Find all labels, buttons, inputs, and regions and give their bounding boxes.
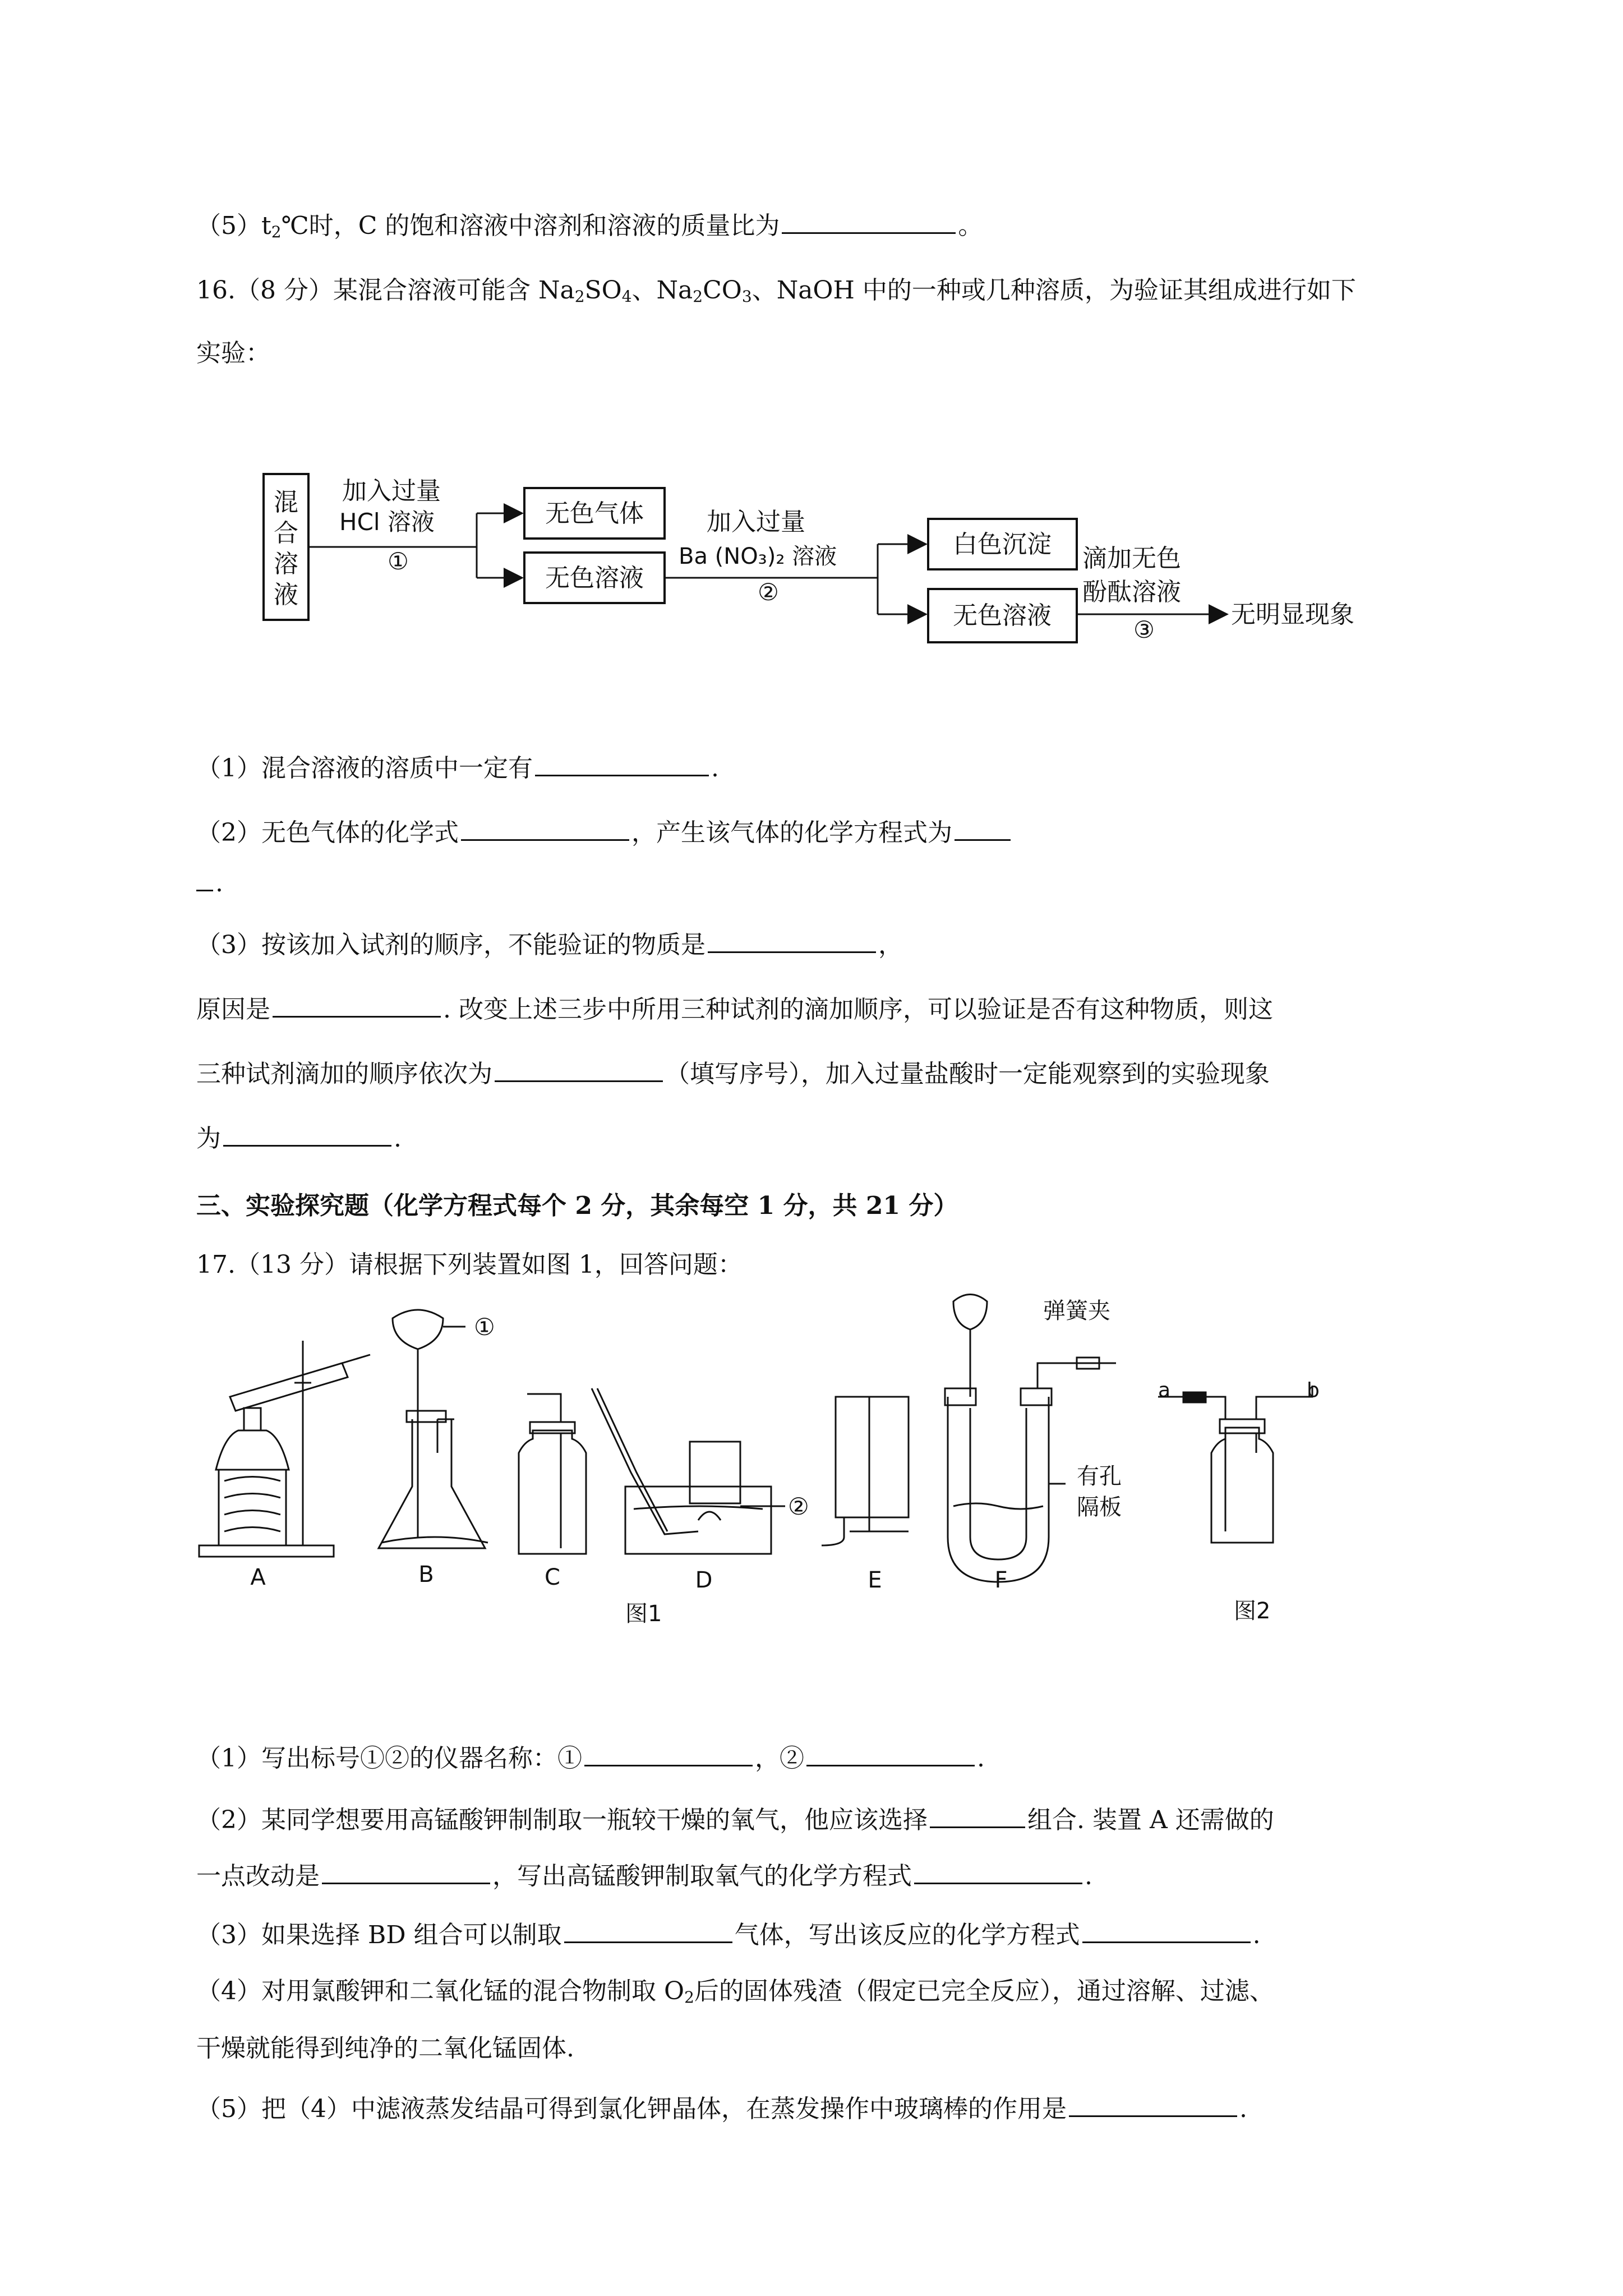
marker-2: ② <box>788 1493 809 1520</box>
punct: . <box>1239 2095 1247 2123</box>
q16-part3-text-3: . 改变上述三步中所用三种试剂的滴加顺序，可以验证是否有这种物质，则这 <box>443 995 1273 1024</box>
figure-1-caption: 图1 <box>625 1601 662 1627</box>
punct: 。 <box>958 211 983 240</box>
q16-part2-text-2: ，产生该气体的化学方程式为 <box>631 818 952 847</box>
answer-blank[interactable] <box>564 1916 732 1943</box>
figure-label-a: A <box>250 1565 266 1590</box>
q16-flowchart <box>252 457 1402 659</box>
q16-part3 <box>196 926 903 962</box>
flow-result-label: 无明显现象 <box>1231 600 1354 629</box>
figure-label-e: E <box>868 1567 882 1593</box>
figure-label-c: C <box>545 1565 560 1590</box>
q16-part3-text-5: （填写序号），加入过量盐酸时一定能观察到的实验现象 <box>665 1060 1270 1088</box>
q17-part2-text-3: 一点改动是 <box>196 1862 320 1890</box>
q17-part4-line2 <box>196 2032 574 2065</box>
flow-step3-reagent-b: 酚酞溶液 <box>1082 578 1181 606</box>
answer-blank[interactable] <box>223 1119 391 1147</box>
apparatus-f <box>945 1295 1116 1582</box>
figure-2-caption: 图2 <box>1234 1598 1271 1624</box>
q16-intro-text-2: 、NaOH 中的一种或几种溶质，为验证其组成进行如下 <box>751 276 1356 305</box>
subscript: 2 <box>693 287 703 306</box>
flow-start-char: 溶 <box>274 550 298 578</box>
plate-label-2: 隔板 <box>1077 1494 1122 1520</box>
formula-part: SO <box>584 276 622 305</box>
figure-label-f: F <box>994 1567 1008 1593</box>
flow-precipitate-label: 白色沉淀 <box>953 530 1052 559</box>
flow-start-char: 合 <box>274 519 298 547</box>
q16-intro-text-3: 实验： <box>196 339 270 367</box>
answer-blank[interactable] <box>782 206 956 234</box>
q15-part5-text: （5）t <box>196 211 271 240</box>
q16-part3-text-2: 原因是 <box>196 995 270 1024</box>
punct: . <box>1085 1862 1092 1890</box>
figure-label-b: B <box>418 1562 434 1588</box>
q16-part2-continued <box>196 864 223 900</box>
q17-part4 <box>196 1975 1274 2014</box>
q16-part2 <box>196 813 1013 850</box>
subscript: 2 <box>574 287 585 306</box>
flow-step1-reagent: 加入过量 <box>342 477 441 505</box>
figure-label-d: D <box>695 1567 713 1593</box>
q17-part2-line2 <box>196 1857 1092 1893</box>
q17-part3 <box>196 1916 1261 1952</box>
q17-part2-text-4: ，写出高锰酸钾制取氧气的化学方程式 <box>492 1862 912 1890</box>
apparatus-fig2 <box>1158 1386 1312 1543</box>
answer-blank[interactable] <box>461 813 629 841</box>
answer-blank[interactable] <box>930 1801 1025 1828</box>
flow-step3-reagent: 滴加无色 <box>1082 544 1181 573</box>
port-b-label: b <box>1307 1379 1320 1402</box>
apparatus-d <box>592 1388 785 1554</box>
answer-blank[interactable] <box>273 990 441 1018</box>
q15-part5 <box>196 206 983 249</box>
q16-part1 <box>196 749 719 785</box>
plate-label: 有孔 <box>1077 1464 1122 1489</box>
q17-part1-text-2: ，② <box>755 1744 804 1773</box>
subscript: 2 <box>684 1988 694 2007</box>
answer-blank[interactable] <box>914 1857 1082 1884</box>
flow-step2-reagent-b: Ba (NO₃)₂ 溶液 <box>679 544 837 569</box>
q16-intro-text: 16.（8 分）某混合溶液可能含 Na <box>196 276 575 305</box>
flow-step3-number: ③ <box>1133 616 1155 643</box>
q16-part3-line3 <box>196 1055 1270 1091</box>
q16-part3-text-4: 三种试剂滴加的顺序依次为 <box>196 1060 492 1088</box>
marker-1: ① <box>474 1313 495 1341</box>
punct: . <box>215 869 223 898</box>
punct: ， <box>878 931 903 959</box>
apparatus-b <box>379 1310 488 1548</box>
q17-part5 <box>196 2090 1247 2126</box>
answer-blank[interactable] <box>196 864 213 891</box>
answer-blank[interactable] <box>1069 2090 1237 2117</box>
flow-step2-reagent: 加入过量 <box>707 508 805 536</box>
formula-part: 、Na <box>631 276 693 305</box>
formula-part: CO <box>703 276 742 305</box>
section-heading: 三、实验探究题（化学方程式每个 2 分，其余每空 1 分，共 21 分） <box>196 1191 958 1220</box>
answer-blank[interactable] <box>708 926 876 953</box>
q15-part5-text-2: ℃时，C 的饱和溶液中溶剂和溶液的质量比为 <box>281 211 780 240</box>
q17-part2-text-2: 组合. 装置 A 还需做的 <box>1027 1806 1274 1834</box>
subscript: 2 <box>271 223 282 241</box>
apparatus-e <box>822 1397 909 1545</box>
q16-part3-text: （3）按该加入试剂的顺序，不能验证的物质是 <box>196 931 706 959</box>
answer-blank[interactable] <box>955 813 1011 841</box>
q16-part1-text: （1）混合溶液的溶质中一定有 <box>196 754 533 783</box>
q16-intro <box>196 274 1356 314</box>
q16-part3-text-6: 为 <box>196 1124 221 1153</box>
q16-part2-text: （2）无色气体的化学式 <box>196 818 459 847</box>
q16-part3-line4 <box>196 1119 402 1156</box>
q16-intro-line2 <box>196 337 270 370</box>
apparatus-c <box>519 1394 586 1554</box>
flow-start-char: 混 <box>274 488 298 517</box>
q16-part3-line2 <box>196 990 1273 1027</box>
q17-part3-text: （3）如果选择 BD 组合可以制取 <box>196 1921 562 1949</box>
q17-part1 <box>196 1739 985 1775</box>
answer-blank[interactable] <box>322 1857 490 1884</box>
punct: . <box>1252 1921 1261 1949</box>
port-a-label: a <box>1158 1379 1171 1402</box>
flow-gas-label: 无色气体 <box>545 499 644 528</box>
clip-label: 弹簧夹 <box>1043 1298 1110 1324</box>
apparatus-a <box>199 1341 370 1557</box>
answer-blank[interactable] <box>806 1739 975 1766</box>
q17-part4-text-3: 干燥就能得到纯净的二氧化锰固体. <box>196 2034 574 2063</box>
answer-blank[interactable] <box>1082 1916 1251 1943</box>
q17-intro: 17.（13 分）请根据下列装置如图 1，回答问题： <box>196 1250 743 1279</box>
q17-part2-text: （2）某同学想要用高锰酸钾制制取一瓶较干燥的氧气，他应该选择 <box>196 1806 928 1834</box>
q17-part5-text: （5）把（4）中滤液蒸发结晶可得到氯化钾晶体，在蒸发操作中玻璃棒的作用是 <box>196 2095 1067 2123</box>
flow-step1-reagent-b: HCl 溶液 <box>339 508 435 536</box>
answer-blank[interactable] <box>584 1739 753 1766</box>
answer-blank[interactable] <box>495 1055 663 1082</box>
punct: . <box>711 754 719 783</box>
flow-solution1-label: 无色溶液 <box>545 564 644 592</box>
flow-step2-number: ② <box>758 578 779 606</box>
q17-part4-text: （4）对用氯酸钾和二氧化锰的混合物制取 O <box>196 1977 685 2005</box>
subscript: 3 <box>741 287 752 306</box>
q17-part2 <box>196 1801 1274 1837</box>
q17-part1-text: （1）写出标号①②的仪器名称：① <box>196 1744 582 1773</box>
q17-apparatus-figure <box>191 1285 1357 1644</box>
flow-solution2-label: 无色溶液 <box>953 601 1052 630</box>
punct: . <box>394 1124 402 1153</box>
q17-part3-text-2: 气体，写出该反应的化学方程式 <box>734 1921 1080 1949</box>
answer-blank[interactable] <box>535 749 709 776</box>
flow-step1-number: ① <box>388 547 409 575</box>
punct: . <box>977 1744 985 1773</box>
flow-start-char: 液 <box>274 581 298 609</box>
subscript: 4 <box>621 287 632 306</box>
q17-part4-text-2: 后的固体残渣（假定已完全反应），通过溶解、过滤、 <box>694 1977 1274 2005</box>
